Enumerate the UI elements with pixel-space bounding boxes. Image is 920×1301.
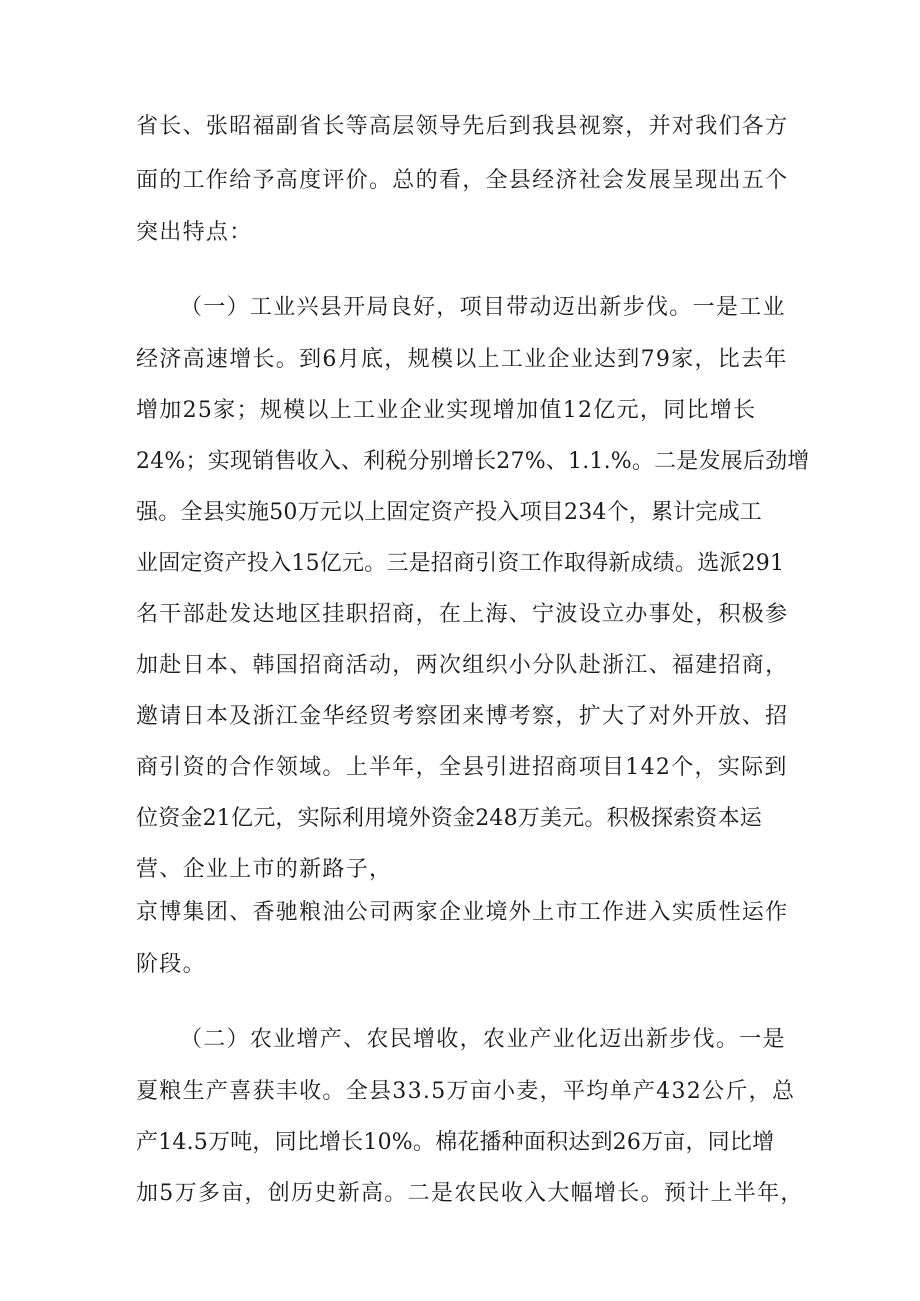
text-line: 突出特点： (136, 220, 253, 245)
text-line: 邀请日本及浙江金华经贸考察团来博考察，扩大了对外开放、招 (136, 704, 789, 729)
text-line: 增加25家；规模以上工业企业实现增加值12亿元，同比增长 (136, 398, 757, 423)
text-line: 经济高速增长。到6月底，规模以上工业企业达到79家，比去年 (136, 347, 788, 372)
paragraph-heading-2: （二）农业增产、农民增收，农业产业化迈出新步伐。一是 (180, 1027, 786, 1052)
text-line: 夏粮生产喜获丰收。全县33.5万亩小麦，平均单产432公斤，总 (136, 1079, 796, 1104)
text-line: 强。全县实施50万元以上固定资产投入项目234个，累计完成工 (136, 500, 762, 525)
text-line: 商引资的合作领域。上半年，全县引进招商项目142个，实际到 (136, 755, 788, 780)
text-line: 名干部赴发达地区挂职招商，在上海、宁波设立办事处，积极参 (136, 602, 789, 627)
text-line: 省长、张昭福副省长等高层领导先后到我县视察，并对我们各方 (136, 114, 789, 139)
text-line: 24%；实现销售收入、利税分别增长27%、1.1.%。二是发展后劲增 (136, 449, 810, 474)
text-line: 阶段。 (136, 952, 206, 977)
text-line: 加赴日本、韩国招商活动，两次组织小分队赴浙江、福建招商， (136, 653, 789, 678)
text-line: 加5万多亩，创历史新高。二是农民收入大幅增长。预计上半年， (136, 1181, 804, 1206)
paragraph-heading-1: （一）工业兴县开局良好，项目带动迈出新步伐。一是工业 (180, 295, 786, 320)
text-line: 京博集团、香驰粮油公司两家企业境外上市工作进入实质性运作 (136, 900, 789, 925)
text-line: 业固定资产投入15亿元。三是招商引资工作取得新成绩。选派291 (136, 551, 785, 576)
text-line: 面的工作给予高度评价。总的看，全县经济社会发展呈现出五个 (136, 168, 789, 193)
text-line: 位资金21亿元，实际利用境外资金248万美元。积极探索资本运 (136, 806, 762, 831)
text-line: 产14.5万吨，同比增长10%。棉花播种面积达到26万亩，同比增 (136, 1130, 775, 1155)
text-line: 营、企业上市的新路子， (136, 857, 393, 882)
